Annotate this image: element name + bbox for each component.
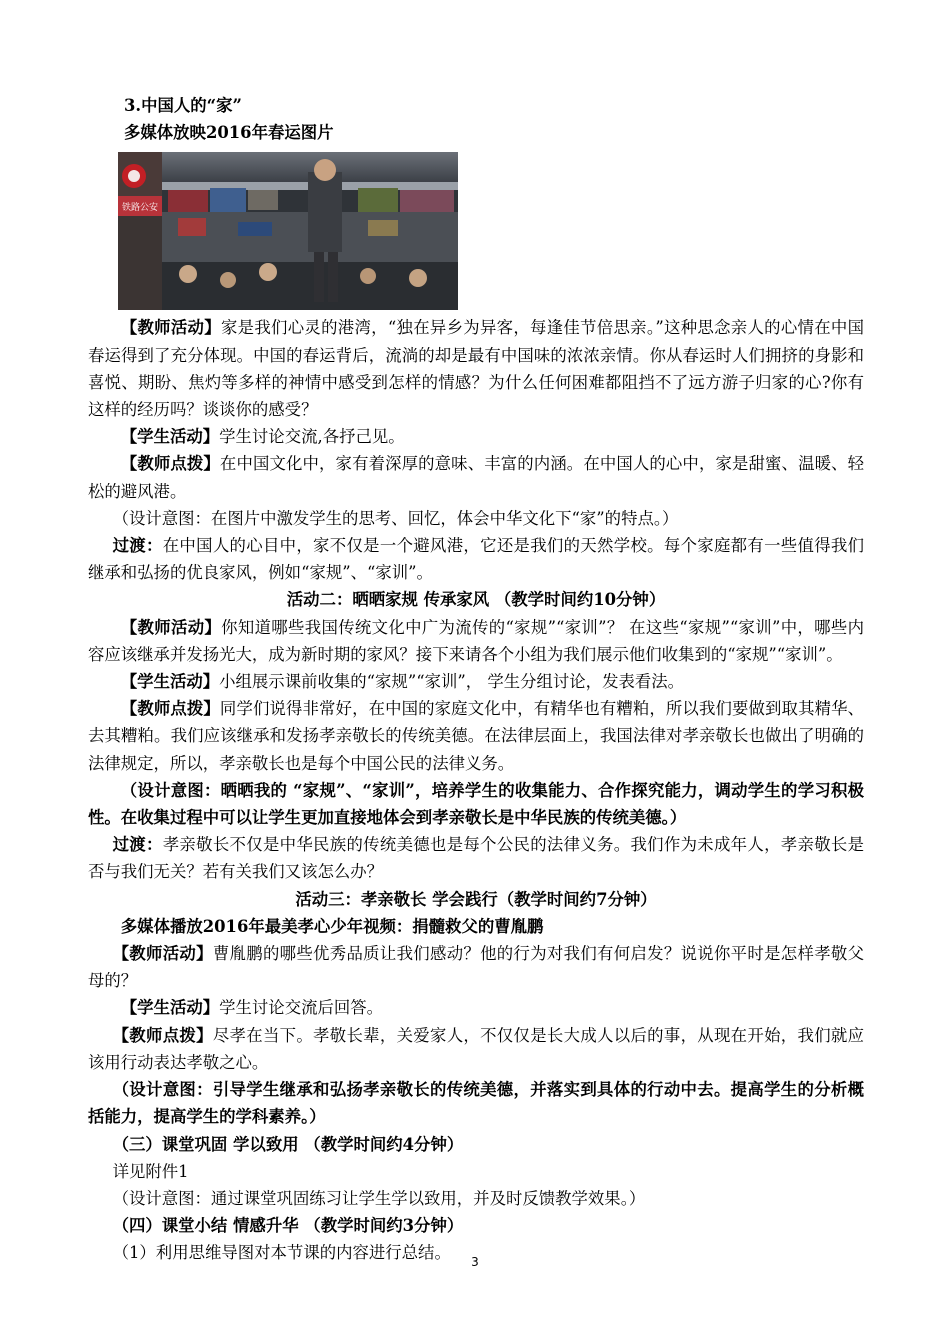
photo-sign: 铁路公安: [121, 203, 159, 214]
paragraph-student-activity-1: 【学生活动】学生讨论交流,各抒己见。: [120, 427, 405, 447]
paragraph-design-intent-3: （设计意图：引导学生继承和弘扬孝亲敬长的传统美德，并落实到具体的行动中去。提高学生的分析概括能力，提高学生的学科素养。）: [88, 1080, 864, 1127]
paragraph-teacher-activity-1: 【教师活动】家是我们心灵的港湾，“独在异乡为异客，每逢佳节倍思亲。”这种思念亲人的心情在中国春运得到了充分体现。中国的春运背后，流淌的却是最有中国味的浓浓亲情。你从春运时人们拥挤的身影和喜悦、期盼、焦灼等多样的神情中感受到怎样的情感？为什么任何困难都阻挡不了远方游子归家的心?你有这样的经历吗？谈谈你的感受？: [88, 318, 864, 420]
paragraph-teacher-guidance-1: 【教师点拨】在中国文化中，家有着深厚的意味、丰富的内涵。在中国人的心中，家是甜蜜、温暖、轻松的避风港。: [88, 454, 865, 501]
paragraph-teacher-guidance-3: 【教师点拨】尽孝在当下。孝敬长辈，关爱家人，不仅仅是长大成人以后的事，从现在开始，我们就应该用行动表达孝敬之心。: [88, 1025, 865, 1072]
activity-two-title: 活动二：晒晒家规 传承家风 （教学时间约10分钟）: [286, 590, 666, 610]
paragraph-teacher-guidance-2: 【教师点拨】同学们说得非常好，在中国的家庭文化中，有精华也有糟粕，所以我们要做到取其精华、去其糟粕。我们应该继承和发扬孝亲敬长的传统美德。在法律层面上，我国法律对孝亲敬长也做出了明确的法律规定，所以，孝亲敬长也是每个中国公民的法律义务。: [88, 699, 865, 773]
paragraph-see-attachment: 详见附件1: [112, 1161, 189, 1181]
paragraph-design-intent-4: （设计意图：通过课堂巩固练习让学生学以致用，并及时反馈教学效果。）: [112, 1188, 646, 1208]
paragraph-student-activity-3: 【学生活动】学生讨论交流后回答。: [120, 998, 384, 1018]
page-number: 3: [471, 1255, 479, 1269]
section-three-title: （三）课堂巩固 学以致用 （教学时间约4分钟）: [112, 1134, 464, 1154]
section-title: 3.中国人的“家”: [124, 96, 242, 115]
paragraph-teacher-activity-2: 【教师活动】你知道哪些我国传统文化中广为流传的“家规”“家训”？ 在这些“家规”“家训”中，哪些内容应该继承并发扬光大，成为新时期的家风？接下来请各个小组为我们展示他们收集到的“家规”“家训”。: [88, 617, 864, 664]
page-content: [88, 92, 864, 1267]
paragraph-student-activity-2: 【学生活动】小组展示课前收集的“家规”“家训”， 学生分组讨论，发表看法。: [120, 672, 685, 692]
paragraph-media-video: 多媒体播放2016年最美孝心少年视频：捐髓救父的曹胤鹏: [120, 916, 544, 936]
crowded-train-image: [118, 152, 458, 310]
paragraph-teacher-activity-3: 【教师活动】曹胤鹏的哪些优秀品质让我们感动？他的行为对我们有何启发？说说你平时是怎样孝敬父母的？: [88, 944, 865, 991]
media-line: 多媒体放映2016年春运图片: [124, 123, 334, 143]
paragraph-transition-1: 过渡：在中国人的心目中，家不仅是一个避风港，它还是我们的天然学校。每个家庭都有一些值得我们继承和弘扬的优良家风，例如“家规”、“家训”。: [88, 536, 865, 583]
section-four-title: （四）课堂小结 情感升华 （教学时间约3分钟）: [112, 1216, 464, 1236]
paragraph-design-intent-1: （设计意图：在图片中激发学生的思考、回忆，体会中华文化下“家”的特点。）: [112, 508, 679, 528]
paragraph-transition-2: 过渡：孝亲敬长不仅是中华民族的传统美德也是每个公民的法律义务。我们作为未成年人，孝亲敬长是否与我们无关？若有关我们又该怎么办？: [88, 835, 865, 882]
paragraph-design-intent-2: （设计意图：晒晒我的 “家规”、“家训”，培养学生的收集能力、合作探究能力，调动学生的学习积极性。在收集过程中可以让学生更加直接地体会到孝亲敬长是中华民族的传统美德。）: [88, 780, 864, 828]
activity-three-title: 活动三：孝亲敬长 学会践行（教学时间约7分钟）: [295, 889, 657, 909]
spring-festival-travel-photo: [118, 152, 458, 310]
paragraph-summary-1: （1）利用思维导图对本节课的内容进行总结。: [112, 1243, 451, 1263]
